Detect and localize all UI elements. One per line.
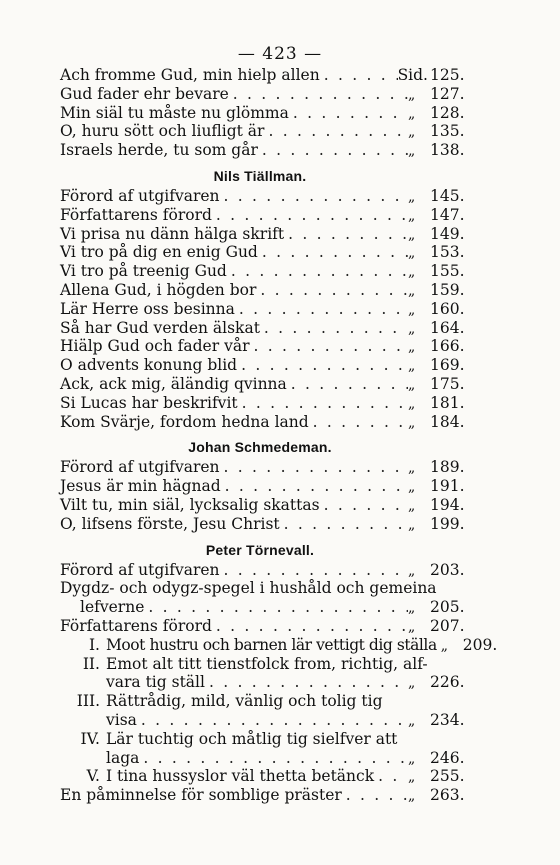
entry-title: Vilt tu, min siäl, lycksalig skattas <box>60 495 320 514</box>
entry-page: 263. <box>430 786 465 805</box>
entry-title: Lär Herre oss besinna <box>60 299 235 318</box>
entry-title: Författarens förord <box>60 616 212 635</box>
entry-title: Vi tro på dig en enig Gud <box>60 243 258 262</box>
entry-page: 155. <box>430 262 465 281</box>
roman-numeral: V. <box>86 767 100 786</box>
entry-page: 153. <box>430 243 465 262</box>
roman-numeral: III. <box>76 692 100 711</box>
page-marker: „ <box>440 637 448 654</box>
author-heading: Johan Schmedeman. <box>188 439 332 456</box>
toc-entry <box>60 337 465 356</box>
author-heading: Peter Törnevall. <box>205 541 315 558</box>
page-marker: „ <box>408 245 416 262</box>
toc-entry <box>60 598 465 617</box>
entry-title: En påminnelse för somblige präster <box>60 786 342 805</box>
toc-entry <box>60 748 465 768</box>
dot-leader <box>287 375 408 394</box>
dot-leader <box>227 262 408 281</box>
toc-entry <box>60 710 465 730</box>
dot-leader <box>139 749 408 768</box>
dot-leader <box>212 206 408 225</box>
dot-leader <box>284 225 408 244</box>
entry-page: 207. <box>430 616 465 635</box>
roman-numeral: I. <box>88 635 100 654</box>
dot-leader <box>258 141 408 160</box>
dot-leader <box>342 786 408 805</box>
toc-entry <box>60 84 465 104</box>
entry-title: Hiälp Gud och fader vår <box>60 337 250 356</box>
dot-leader <box>212 617 408 636</box>
entry-page: 246. <box>430 748 465 767</box>
page-marker: „ <box>408 207 416 224</box>
dot-leader <box>280 515 408 534</box>
page-marker: „ <box>408 414 416 431</box>
dot-leader <box>238 394 408 413</box>
entry-page: 125. <box>430 66 465 84</box>
entry-title: laga <box>106 748 140 767</box>
dot-leader <box>289 104 408 123</box>
entry-title: Israels herde, tu som går <box>60 141 258 160</box>
entry-title: Dygdz- och odygz-spegel i hushåld och gemeina <box>60 579 437 598</box>
entry-page: 205. <box>430 598 465 617</box>
page-marker: „ <box>408 750 416 767</box>
dot-leader <box>249 337 408 356</box>
toc-entry <box>60 243 465 262</box>
toc-entry <box>60 412 465 432</box>
page-number: — 423 — <box>237 44 323 64</box>
page-marker: „ <box>408 479 416 496</box>
dot-leader <box>220 458 408 477</box>
toc-entry <box>60 299 465 319</box>
entry-page: 181. <box>430 393 465 412</box>
entry-title: Si Lucas har beskrifvit <box>60 393 238 412</box>
entry-page: 128. <box>430 103 465 122</box>
dot-leader <box>137 711 408 730</box>
dot-leader <box>205 673 408 692</box>
toc-entry <box>60 186 465 206</box>
entry-title: O advents konung blid <box>60 356 238 375</box>
entry-page: 189. <box>430 458 465 477</box>
entry-title: Förord af utgifvaren <box>60 560 220 579</box>
toc-entry <box>60 730 460 749</box>
page-marker: „ <box>408 358 416 375</box>
toc-entry <box>60 141 465 160</box>
page-marker: „ <box>408 497 416 514</box>
toc-entry <box>60 318 465 338</box>
toc-entry <box>60 495 465 515</box>
page-marker: „ <box>408 124 416 141</box>
entry-title: O, lifsens förste, Jesu Christ <box>60 514 280 533</box>
page-marker: „ <box>408 395 416 412</box>
dot-leader <box>221 477 408 496</box>
entry-page: 209. <box>462 635 498 654</box>
toc-entry <box>60 514 465 534</box>
entry-title: lefverne <box>80 598 145 617</box>
page-marker: „ <box>408 226 416 243</box>
page-marker: Sid. <box>397 66 428 84</box>
dot-leader <box>256 281 408 300</box>
entry-title: O, huru sött och liufligt är <box>60 122 265 141</box>
dot-leader <box>264 122 408 141</box>
toc-entry <box>60 262 465 281</box>
dot-leader <box>309 413 408 432</box>
page-marker: „ <box>408 143 416 160</box>
entry-page: 127. <box>430 84 465 103</box>
entry-page: 166. <box>430 337 465 356</box>
toc-entry <box>60 122 465 141</box>
toc-entry <box>60 224 465 244</box>
toc-entry <box>60 579 460 598</box>
entry-page: 255. <box>430 767 465 786</box>
dot-leader <box>220 561 408 580</box>
entry-page: 145. <box>430 186 465 205</box>
page-marker: „ <box>408 675 416 692</box>
dot-leader <box>237 356 408 375</box>
entry-page: 164. <box>430 318 465 337</box>
entry-title: visa <box>106 710 137 729</box>
entry-page: 135. <box>430 122 465 141</box>
toc-entry <box>60 673 465 692</box>
page-marker: „ <box>408 600 416 617</box>
entry-title: Min siäl tu måste nu glömma <box>60 103 289 122</box>
toc-entry <box>60 560 465 580</box>
page-marker: „ <box>408 86 416 103</box>
entry-title: Författarens förord <box>60 205 212 224</box>
entry-title: Så har Gud verden älskat <box>60 318 260 337</box>
table-of-contents <box>60 66 498 805</box>
toc-entry <box>60 356 465 375</box>
entry-page: 169. <box>430 356 465 375</box>
page-marker: „ <box>408 301 416 318</box>
toc-entry <box>60 477 465 496</box>
entry-title: Rättrådig, mild, vänlig och tolig tig <box>106 692 383 711</box>
dot-leader <box>144 598 408 617</box>
entry-page: 226. <box>430 673 465 692</box>
roman-numeral: IV. <box>80 729 100 748</box>
dot-leader <box>320 66 398 85</box>
toc-entry <box>60 767 465 786</box>
dot-leader <box>229 85 408 104</box>
entry-title: Ach fromme Gud, min hielp allen <box>60 66 320 84</box>
entry-page: 234. <box>430 710 465 729</box>
dot-leader <box>260 319 408 338</box>
entry-title: Vi tro på treenig Gud <box>60 262 227 281</box>
dot-leader <box>258 243 408 262</box>
toc-entry <box>60 280 465 300</box>
entry-title: Vi prisa nu dänn hälga skrift <box>60 224 285 243</box>
page-marker: „ <box>408 460 416 477</box>
entry-title: Gud fader ehr bevare <box>60 84 229 103</box>
entry-page: 147. <box>430 205 465 224</box>
entry-page: 191. <box>430 477 465 496</box>
toc-entry <box>60 635 498 655</box>
page-marker: „ <box>408 562 416 579</box>
page-marker: „ <box>408 788 416 805</box>
entry-title: Förord af utgifvaren <box>60 186 220 205</box>
entry-page: 194. <box>430 495 465 514</box>
author-heading: Nils Tiällman. <box>213 167 307 184</box>
toc-entry <box>60 205 465 225</box>
toc-entry <box>60 655 460 674</box>
page-marker: „ <box>408 712 416 729</box>
toc-entry <box>60 786 465 805</box>
entry-page: 175. <box>430 374 465 393</box>
page-marker: „ <box>408 339 416 356</box>
entry-title: Kom Svärje, fordom hedna land <box>60 412 309 431</box>
entry-title: Allena Gud, i högden bor <box>60 280 257 299</box>
entry-page: 203. <box>430 560 465 579</box>
roman-numeral: II. <box>82 654 100 673</box>
entry-title: vara tig ställ <box>106 673 205 692</box>
entry-page: 138. <box>430 141 465 160</box>
page-marker: „ <box>408 516 416 533</box>
dot-leader <box>320 496 408 515</box>
entry-page: 159. <box>430 280 465 299</box>
toc-entry <box>60 374 465 394</box>
entry-page: 184. <box>430 412 465 431</box>
dot-leader <box>235 300 408 319</box>
entry-title: Förord af utgifvaren <box>60 458 220 477</box>
page-marker: „ <box>408 320 416 337</box>
toc-entry <box>60 66 465 85</box>
toc-entry <box>60 616 465 636</box>
dot-leader <box>220 187 408 206</box>
toc-entry <box>60 393 465 413</box>
toc-entry <box>60 103 465 123</box>
page-marker: „ <box>408 618 416 635</box>
page-marker: „ <box>408 264 416 281</box>
page-marker: „ <box>408 188 416 205</box>
entry-title: Jesus är min hägnad <box>60 477 221 496</box>
page-marker: „ <box>408 282 416 299</box>
entry-title: Ack, ack mig, äländig qvinna <box>60 374 287 393</box>
entry-page: 199. <box>430 514 465 533</box>
toc-entry <box>60 458 465 477</box>
entry-title: I tina hussyslor väl thetta betänck <box>106 767 375 786</box>
entry-title: Moot hustru och barnen lär vettigt dig ställa <box>106 635 437 654</box>
entry-page: 149. <box>430 224 465 243</box>
page-marker: „ <box>408 105 416 122</box>
entry-title: Lär tuchtig och måtlig tig sielfver att <box>106 729 398 748</box>
entry-page: 160. <box>430 299 465 318</box>
dot-leader <box>374 767 408 786</box>
page-marker: „ <box>408 376 416 393</box>
entry-title: Emot alt titt tienstfolck from, richtig, alf- <box>106 654 428 673</box>
page-marker: „ <box>408 769 416 786</box>
toc-entry <box>60 692 460 711</box>
